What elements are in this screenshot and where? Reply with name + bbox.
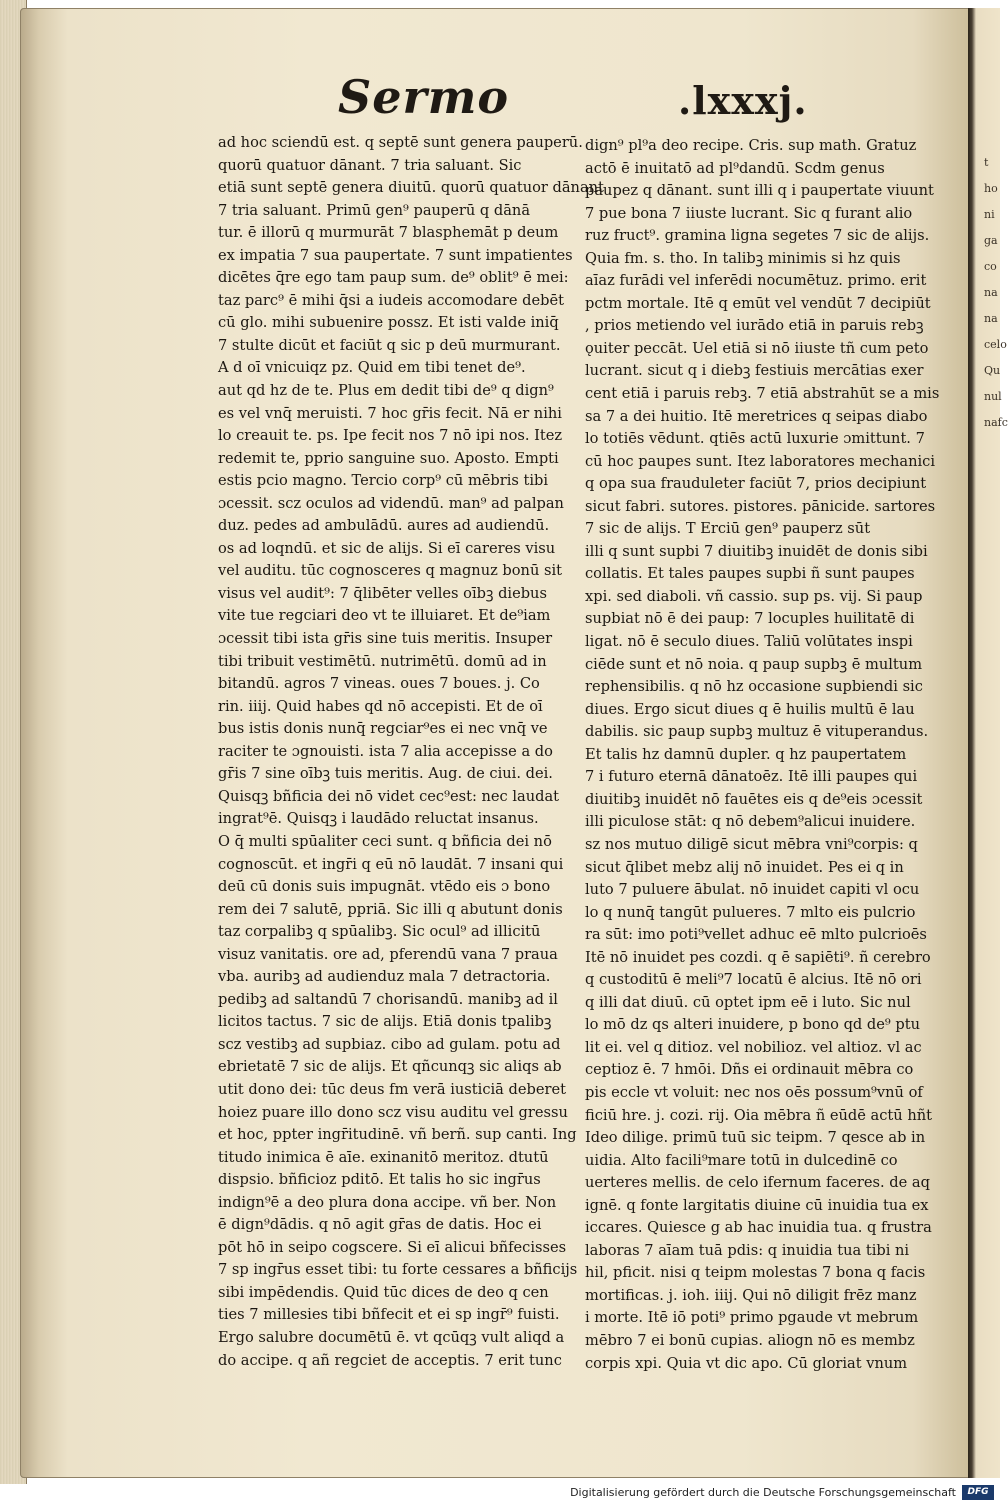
text-line: laboras 7 aīam tuā pdis: q inuidia tua tibi ni [585,1241,910,1259]
text-line: illi q sunt supbi 7 diuitibꝫ inuidēt de donis sibi [585,542,928,560]
text-line: q opa sua frauduleter faciūt 7, prios decipiunt [585,475,927,493]
text-line: O q̄ multi spūaliter ceci sunt. q bñficia dei nō [218,832,552,850]
text-line: raciter te ɔgnouisti. ista 7 alia accepisse a do [218,742,553,760]
text-line: tur. ē illorū q murmurāt 7 blasphemāt p deum [218,224,559,242]
text-line: lit ei. vel q ditioz. vel nobilioz. vel altioz. vl ac [585,1038,922,1056]
text-line: ɔcessit. scz oculos ad videndū. man⁹ ad palpan [218,494,564,512]
text-column-left [218,132,604,1372]
text-line: deū cū donis suis impugnāt. vtēdo eis ɔ bono [218,878,551,896]
text-line: dicētes q̄re ego tam paup sum. de⁹ oblit⁹ ē mei: [218,269,569,287]
text-line: taz corpalibꝫ q spūalibꝫ. Sic ocul⁹ ad illicitū [218,923,541,941]
margin-fragment: nul [984,390,1002,403]
text-line: corpis xpi. Quia vt dic apo. Cū gloriat vnum [585,1354,908,1372]
text-line: uidia. Alto facili⁹mare totū in dulcedinē co [585,1151,898,1169]
text-line: hoiez puare illo dono scz visu auditu vel gressu [218,1103,568,1121]
text-line: ficiū hre. j. cozi. rij. Oia mēbra ñ eūdē actū hñt [585,1106,932,1124]
text-line: q custoditū ē meli⁹7 locatū ē alcius. Itē nō ori [585,971,922,989]
margin-fragment: celo [984,338,1007,351]
text-line: hil, pficit. nisi q teipm molestas 7 bona q facis [585,1264,926,1282]
text-line: paupez q dānant. sunt illi q i paupertate viuunt [585,182,934,200]
text-line: dabilis. sic paup supbꝫ multuz ē vituperandus. [585,723,929,741]
text-column-right [585,135,940,1375]
text-line: Itē nō inuidet pes cozdi. q ē sapiēti⁹. ñ cerebro [585,948,931,966]
text-line: Ideo dilige. primū tuū sic teipm. 7 qesce ab in [585,1129,926,1147]
text-line: indign⁹ē a deo plura dona accipe. vñ ber. Non [218,1193,557,1211]
text-line: actō ē inuitatō ad pl⁹dandū. Scdm genus [585,159,885,177]
text-line: 7 i futuro eternā dānatoēz. Itē illi paupes qui [585,768,918,786]
text-line: visuz vanitatis. ore ad, pferendū vana 7 praua [218,945,558,963]
text-line: ǫuiter peccāt. Uel etiā si nō iiuste tñ cum peto [585,339,929,357]
text-line: ex impatia 7 sua paupertate. 7 sunt impatientes [218,246,573,264]
text-line: 7 pue bona 7 iiuste lucrant. Sic q furant alio [585,204,913,222]
text-line: lo mō dz qs alteri inuidere, p bono qd de⁹ ptu [585,1016,920,1034]
text-line: uerteres mellis. de celo ifernum faceres. de aq [585,1174,930,1192]
text-line: aut qd hz de te. Plus em dedit tibi de⁹ q dign⁹ [218,382,554,400]
text-line: pōt hō in seipo cogscere. Si eī alicui bñfecisses [218,1238,567,1256]
text-line: scz vestibꝫ ad supbiaz. cibo ad gulam. potu ad [218,1035,561,1053]
text-line: sz nos mutuo diligē sicut mēbra vni⁹corpis: q [585,835,918,853]
margin-fragment: ni [984,208,995,221]
text-line: diuitibꝫ inuidēt nō fauētes eis q de⁹eis ɔcessit [585,790,923,808]
text-line: titudo inimica ē aīe. exinanitō meritoz. dtutū [218,1148,549,1166]
text-line: cent etiā i paruis rebꝫ. 7 etiā abstrahūt se a mis [585,385,940,403]
running-header [0,70,1000,140]
text-line: duz. pedes ad ambulādū. aures ad audiendū. [218,517,550,535]
text-line: visus vel audit⁹: 7 q̄libēter velles oībꝫ diebus [218,584,547,602]
text-line: sibi impēdendis. Quid tūc dices de deo q cen [218,1283,549,1301]
text-line: lo totiēs vēdunt. qtiēs actū luxurie ɔmittunt. 7 [585,430,925,448]
funding-notice: Digitalisierung gefördert durch die Deutsche Forschungsgemeinschaft [570,1486,956,1499]
text-line: ciēde sunt et nō noia. q paup supbꝫ ē multum [585,655,923,673]
text-line: ad hoc sciendū est. q septē sunt genera pauperū. [218,134,583,151]
margin-fragment: ho [984,182,998,195]
text-line: licitos tactus. 7 sic de alijs. Etiā donis tpalibꝫ [218,1013,552,1031]
text-line: luto 7 puluere ābulat. nō inuidet capiti vl ocu [585,881,920,899]
text-line: vba. auribꝫ ad audienduz mala 7 detractoria. [218,968,551,986]
text-line: 7 sp ingr̄us esset tibi: tu forte cessares a bñficijs [218,1261,578,1279]
text-line: ignē. q fonte largitatis diuine cū inuidia tua ex [585,1196,929,1214]
text-line: vite tue regciari deo vt te illuiaret. Et de⁹iam [218,607,551,625]
text-line: diues. Ergo sicut diues q ē huilis multū ē lau [585,700,915,718]
text-line: aīaz furādi vel inferēdi nocumētuz. primo. erit [585,272,927,290]
text-line: Ergo salubre documētū ē. vt qcūqꝫ vult aliqd a [218,1328,565,1346]
text-line: es vel vnq̄ meruisti. 7 hoc gr̄is fecit. Nā er nihi [218,404,562,422]
text-line: pedibꝫ ad saltandū 7 chorisandū. manibꝫ ad il [218,990,558,1008]
text-line: dispsio. bñficioz pditō. Et talis ho sic ingr̄us [218,1171,541,1189]
text-line: Quisqꝫ bñficia dei nō videt cec⁹est: nec laudat [218,787,560,805]
text-line: 7 sic de alijs. T Erciū gen⁹ pauperz sūt [585,520,871,538]
text-line: , prios metiendo vel iurādo etiā in paruis rebꝫ [585,317,924,335]
text-line: ligat. nō ē seculo diues. Taliū volūtates inspi [585,633,913,651]
dfg-logo: DFG [962,1485,994,1500]
text-line: ruz fruct⁹. gramina ligna segetes 7 sic de alijs. [585,227,930,245]
text-line: ingrat⁹ē. Quisqꝫ i laudādo reluctat insanus. [218,810,539,828]
text-line: A d oī vnicuiqz pz. Quid em tibi tenet de⁹. [218,359,526,377]
text-line: sa 7 a dei huitio. Itē meretrices q seipas diabo [585,407,928,425]
text-line: cognoscūt. et ingr̄i q eū nō laudāt. 7 insani qui [218,855,564,873]
text-line: bitandū. agros 7 vineas. oues 7 boues. j. Co [218,675,540,693]
margin-fragment: nafc [984,416,1008,429]
text-line: quorū quatuor dānant. 7 tria saluant. Sic [218,156,522,174]
margin-fragment: ga [984,234,998,247]
text-line: cū hoc paupes sunt. Itez laboratores mechanici [585,452,936,470]
text-line: etiā sunt septē genera diuitū. quorū quatuor dānant [218,179,604,197]
folio-number: .lxxxj. [678,78,808,123]
text-line: redemit te, pprio sanguine suo. Aposto. Empti [218,449,559,467]
text-line: i morte. Itē iō poti⁹ primo pgaude vt mebrum [585,1309,919,1327]
text-line: sicut fabri. sutores. pistores. pānicide. sartores [585,497,936,515]
text-line: q illi dat diuū. cū optet ipm eē i luto. Sic nul [585,993,911,1011]
digitization-footer [0,1484,1000,1504]
text-line: mortificas. j. ioh. iiij. Qui nō diligit frēz manz [585,1286,917,1304]
text-line: rephensibilis. q nō hz occasione supbiendi sic [585,678,923,696]
margin-fragment: Qu [984,364,1001,377]
text-line: pctm mortale. Itē q emūt vel vendūt 7 decipiūt [585,294,931,312]
text-line: mēbro 7 ei bonū cupias. aliogn nō es membz [585,1331,915,1349]
text-line: pis eccle vt voluit: nec nos oēs possum⁹vnū of [585,1083,923,1101]
text-line: tibi tribuit vestimētū. nutrimētū. domū ad in [218,652,547,670]
text-line: ceptioz ē. 7 hmōi. Dñs ei ordinauit mēbra co [585,1061,914,1079]
text-line: ra sūt: imo poti⁹vellet adhuc eē mlto pulcrioēs [585,926,927,944]
text-line: ē dign⁹dādis. q nō agit gr̄as de datis. Hoc ei [218,1216,542,1234]
text-line: estis pcio magno. Tercio corp⁹ cū mēbris tibi [218,472,549,490]
text-line: utit dono dei: tūc deus fm verā iusticiā deberet [218,1080,566,1098]
text-line: et hoc, ppter ingr̄itudinē. vñ berñ. sup canti. Ing [218,1126,577,1144]
text-line: rem dei 7 salutē, ppriā. Sic illi q abutunt donis [218,900,563,918]
text-line: ɔcessit tibi ista gr̄is sine tuis meritis. Insuper [218,630,553,648]
text-line: supbiat nō ē dei paup: 7 locuples huilitatē di [585,610,915,628]
text-line: Et talis hz damnū dupler. q hz paupertatem [585,745,907,763]
text-line: rin. iiij. Quid habes qd nō accepisti. Et de oī [218,697,543,715]
text-line: Quia fm. s. tho. In talibꝫ minimis si hz quis [585,249,901,267]
margin-fragments [984,150,1008,436]
margin-fragment: na [984,312,998,325]
text-line: lo creauit te. ps. Ipe fecit nos 7 nō ipi nos. Itez [218,427,563,445]
text-line: gr̄is 7 sine oībꝫ tuis meritis. Aug. de ciui. dei. [218,765,553,783]
header-title: Sermo [338,70,510,124]
text-line: bus istis donis nunq̄ regciar⁹es ei nec vnq̄ ve [218,720,548,738]
text-line: taz parc⁹ ē mihi q̄si a iudeis accomodare debēt [218,291,564,309]
text-line: vel auditu. tūc cognosceres q magnuz bonū sit [218,562,563,580]
text-line: cū glo. mihi subuenire possz. Et isti valde iniq̄ [218,314,559,332]
text-line: 7 stulte dicūt et faciūt q sic p deū murmurant. [218,336,561,354]
text-line: 7 tria saluant. Primū gen⁹ pauperū q dānā [218,201,531,219]
margin-fragment: na [984,286,998,299]
text-line: iccares. Quiesce g ab hac inuidia tua. q frustra [585,1219,932,1237]
text-line: xpi. sed diaboli. vñ cassio. sup ps. vij. Si paup [585,587,923,605]
text-line: collatis. Et tales paupes supbi ñ sunt paupes [585,565,915,583]
text-line: illi piculose stāt: q nō debem⁹alicui inuidere. [585,813,916,831]
text-line: dign⁹ pl⁹a deo recipe. Cris. sup math. Gratuz [585,137,917,154]
margin-fragment: t [984,156,989,169]
margin-fragment: co [984,260,997,273]
text-line: do accipe. q añ regciet de acceptis. 7 erit tunc [218,1351,562,1369]
text-line: ebrietatē 7 sic de alijs. Et qñcunqꝫ sic aliqs ab [218,1058,562,1076]
text-line: lucrant. sicut q i diebꝫ festiuis mercātias exer [585,362,924,380]
text-line: sicut q̄libet mebz alij nō inuidet. Pes ei q in [585,858,904,876]
text-line: lo q nunq̄ tangūt pulueres. 7 mlto eis pulcrio [585,903,916,921]
text-line: ties 7 millesies tibi bñfecit et ei sp ingr̄⁹ fuisti. [218,1306,560,1324]
text-line: os ad loqndū. et sic de alijs. Si eī careres visu [218,539,556,557]
